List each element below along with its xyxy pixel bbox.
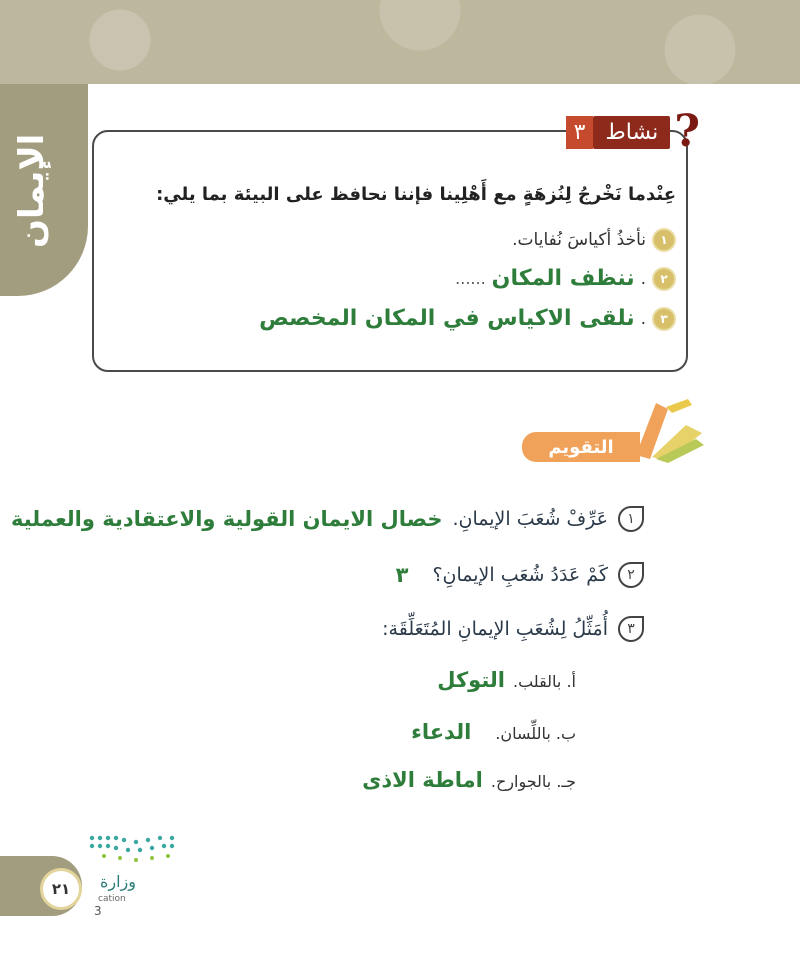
item-number-badge: ٢ xyxy=(652,267,676,291)
handwritten-answer: التوكل xyxy=(437,668,505,692)
handwritten-answer: ٣ xyxy=(395,563,409,587)
page-number: ٢١ xyxy=(40,868,82,910)
handwritten-answer: الدعاء xyxy=(411,720,472,744)
sub-item-limbs xyxy=(362,768,576,792)
sub-item-tongue xyxy=(411,720,576,744)
activity-label: نشاط xyxy=(593,116,670,149)
question-number: ١ xyxy=(618,506,644,532)
chapter-title: الإيمان xyxy=(12,133,52,249)
ministry-name-en: cation xyxy=(98,894,126,904)
top-decorative-band xyxy=(0,0,800,84)
activity-item-2 xyxy=(455,266,676,291)
question-text: أُمَثِّلُ لِشُعَبِ الإيمانِ المُتَعَلِّقَة: xyxy=(382,618,608,640)
item-number-badge: ٣ xyxy=(652,307,676,331)
question-text: كَمْ عَدَدُ شُعَبِ الإيمانِ؟ xyxy=(432,564,608,586)
evaluation-question-1 xyxy=(11,506,644,532)
item-text: . xyxy=(640,268,646,289)
item-number-badge: ١ xyxy=(652,228,676,252)
item-text: . xyxy=(640,308,646,329)
ministry-name: وزارة xyxy=(100,872,137,891)
item-text: نأخذُ أكياسَ نُفايات. xyxy=(512,230,646,250)
activity-intro: عِنْدما نَخْرجُ لِنُزهَةٍ مع أَهْلِينا فإننا نحافظ على البيئة بما يلي: xyxy=(156,184,676,205)
question-number: ٢ xyxy=(618,562,644,588)
handwritten-answer: اماطة الاذى xyxy=(362,768,483,792)
footer-code: 3 xyxy=(94,904,102,918)
question-text: عَرِّفْ شُعَبَ الإيمانِ. xyxy=(452,508,608,530)
ministry-logo-icon xyxy=(84,832,180,866)
activity-number: ٣ xyxy=(566,116,594,149)
handwritten-answer: ننظف المكان xyxy=(491,266,635,291)
evaluation-banner: التقويم xyxy=(522,432,640,462)
activity-item-3 xyxy=(259,306,676,331)
sub-item-heart xyxy=(437,668,576,692)
sub-item-label: جـ. بالجوارح. xyxy=(490,772,576,791)
activity-header xyxy=(566,106,700,157)
evaluation-question-2 xyxy=(396,562,644,588)
activity-item-1 xyxy=(512,228,676,252)
evaluation-question-3 xyxy=(382,616,644,642)
sub-item-label: ب. باللِّسان. xyxy=(495,724,576,743)
handwritten-answer: نلقى الاكياس في المكان المخصص xyxy=(259,306,635,331)
sub-item-label: أ. بالقلب. xyxy=(512,672,576,691)
question-number: ٣ xyxy=(618,616,644,642)
question-mark-icon: ? xyxy=(674,106,700,157)
answer-dots: ...... xyxy=(455,269,486,288)
handwritten-answer: خصال الايمان القولية والاعتقادية والعملية xyxy=(10,507,443,531)
